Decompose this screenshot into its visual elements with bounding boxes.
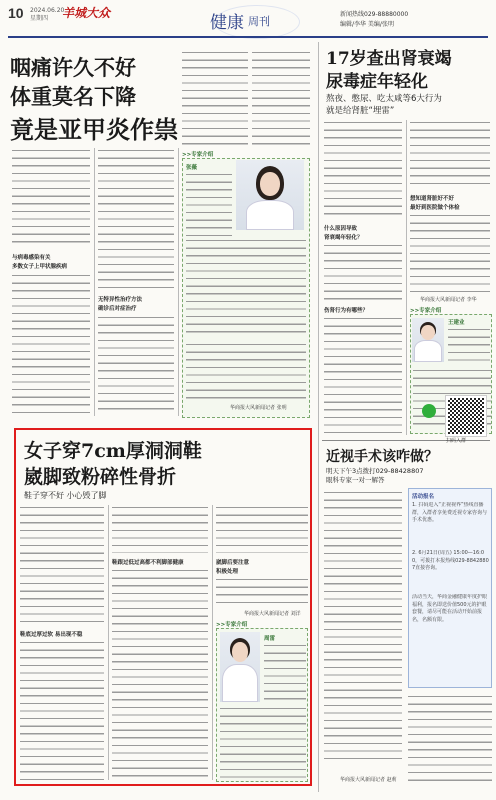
article1-expert-tips (186, 342, 306, 400)
article1-byline: 华商报大风新闻记者 张明 (230, 405, 287, 411)
article2-byline: 华商报大风新闻记者 李华 (420, 297, 477, 303)
feature-subhead-1: 鞋底过厚过软 易出现不稳 (20, 632, 83, 638)
article1-body-col1b (12, 273, 90, 418)
feature-expert-photo (220, 632, 260, 702)
article2-body-col1a (324, 120, 402, 220)
article1-expert-photo (236, 160, 304, 230)
article2-subhead-3: 伤肾行为有哪些？ (324, 308, 369, 314)
article2-subhead-1: 什么原因导致 (324, 226, 358, 232)
section-title: 健康 (210, 13, 244, 33)
feature-body-col1b (20, 640, 104, 780)
article1-headline-line2: 体重莫名下降 (10, 84, 136, 109)
article1-headline-line1: 咽痛许久不好 (10, 55, 136, 80)
feature-expert-bio (264, 643, 306, 701)
column-divider (94, 148, 95, 416)
signup-step-1: 1. 扫码进入“正视视界”热线直播群，入群者享免费近视专家咨询与手术优惠。 (412, 502, 488, 524)
feature-byline: 华商报大风新闻记者 刘洋 (244, 611, 301, 617)
signup-header: 活动报名 (412, 494, 435, 500)
page-number: 10 (8, 5, 24, 21)
feature-subhead-3: 崴脚后要注意 (216, 560, 250, 566)
feature-expert-name: 周雷 (264, 636, 276, 642)
article1-body-col1a (12, 148, 90, 248)
qr-code[interactable] (446, 396, 486, 436)
article1-expert-bio (186, 172, 232, 236)
article2-subtitle-line2: 就是给肾脏“埋雷” (326, 106, 395, 116)
article2-expert-name: 王建业 (448, 320, 465, 326)
article2-headline-line1: 17岁查出肾衰竭 (326, 49, 452, 69)
date-text: 2024.06.20 (30, 7, 65, 14)
news-hotline: 新闻热线029-88880000 (340, 11, 409, 18)
article2-subhead-2: 肾衰竭年轻化？ (324, 235, 363, 241)
signup-step-2: 2. 6月21日(周五) 15:00—16:00，可拨打本报热线029-88428807直接咨询。 (412, 550, 489, 572)
qr-label: 扫码入群 (446, 438, 467, 444)
feature-headline-line1: 女子穿7cm厚洞洞鞋 (24, 440, 202, 462)
weekday-text: 星期四 (30, 15, 49, 22)
page-header (0, 0, 496, 46)
editor-credit: 编辑/李华 美编/张明 (340, 21, 394, 28)
article1-body-col4 (252, 50, 310, 150)
article1-subhead-4: 确诊后对症治疗 (98, 306, 137, 312)
article2-subtitle-line1: 熬夜、憋尿、吃太咸等6大行为 (326, 94, 442, 104)
column-divider (406, 120, 407, 435)
article2-body-col2b (410, 213, 490, 293)
article1-body-col3a (182, 50, 248, 150)
feature-expert-label: >>专家介绍 (216, 622, 248, 628)
column-divider (178, 148, 179, 416)
feature-body-col3b (216, 577, 308, 605)
article1-body-col2a (98, 148, 174, 288)
article2-subhead-4: 想知道肾脏好不好 (410, 196, 455, 202)
event-subtitle2: 眼科专家一对一解答 (326, 476, 385, 484)
column-divider (108, 505, 109, 780)
feature-body-col3a (216, 505, 308, 553)
event-body-col2 (408, 694, 492, 782)
article2-body-col2a (410, 120, 490, 190)
issue-date (30, 7, 64, 23)
article2-body-col1b (324, 243, 402, 303)
feature-body-col2a (112, 505, 208, 553)
feature-headline-line2: 崴脚致粉碎性骨折 (24, 466, 177, 488)
article1-expert-name: 张薇 (186, 165, 198, 171)
event-body-col1 (324, 490, 402, 760)
article1-expert-label: >>专家介绍 (182, 152, 214, 158)
wechat-icon (422, 404, 436, 418)
article1-headline-line3: 竟是亚甲炎作祟 (10, 115, 178, 144)
feature-body-col1a (20, 505, 104, 625)
page-column-divider (318, 42, 319, 792)
article2-expert-photo (412, 318, 444, 362)
event-subtitle: 明天下午3点拨打029-88428807 (326, 467, 424, 475)
feature-body-col2b (112, 568, 208, 780)
event-byline: 华商报大风新闻记者 赵莉 (340, 777, 397, 783)
feature-expert-quote (220, 706, 306, 780)
column-divider (212, 505, 213, 780)
article1-expert-quote (186, 238, 306, 338)
event-headline: 近视手术该咋做？ (326, 449, 438, 465)
article1-body-col2b (98, 315, 174, 415)
feature-subhead-2: 鞋跟过低过高都不利脚部健康 (112, 560, 184, 566)
feature-subtitle: 鞋子穿不好 小心毁了脚 (24, 491, 107, 500)
article1-subhead-3: 无特异性治疗方法 (98, 297, 143, 303)
article2-expert-bio (448, 327, 490, 367)
article2-body-col1c (324, 316, 402, 436)
signup-note: 活动当天，华商金融健康年度护眼福利，报名即送价值500元的护眼套餐，请尽可能在活动开始前报名，名额有限。 (412, 594, 488, 623)
article1-subhead-2: 多数女子上甲状腺疾病 (12, 264, 68, 270)
article2-headline-line2: 尿毒症年轻化 (326, 72, 428, 92)
article2-expert-label: >>专家介绍 (410, 308, 442, 314)
article1-subhead-1: 与病毒感染有关 (12, 255, 51, 261)
section-subtitle: 周刊 (248, 15, 270, 28)
article2-subhead-5: 最好到医院做个体检 (410, 205, 460, 211)
header-rule (8, 36, 488, 38)
feature-subhead-4: 积极处理 (216, 569, 239, 575)
newspaper-logo: 羊城大众 (62, 6, 111, 20)
